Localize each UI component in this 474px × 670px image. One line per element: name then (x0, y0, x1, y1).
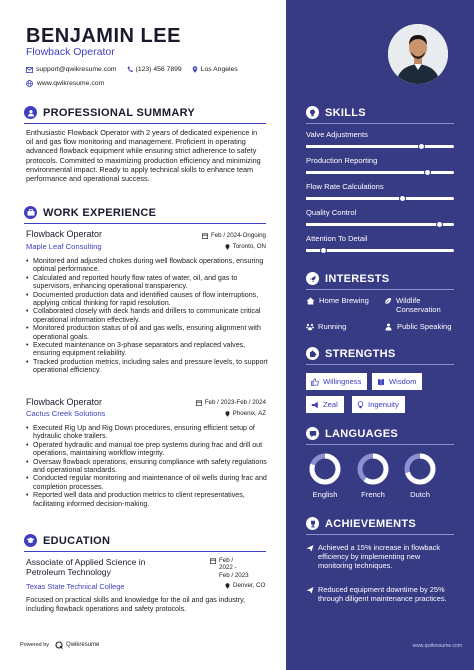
education-heading (24, 534, 110, 547)
job-bullets (26, 257, 268, 375)
list-item: • Conducted regular monitoring and maintenance of oil wells during frac and completion processes. (26, 474, 268, 491)
megaphone-icon (311, 401, 319, 409)
skill-label: Attention To Detail (306, 234, 368, 243)
phone-icon (127, 66, 133, 73)
pin-icon (225, 244, 230, 250)
thumbs-up-icon (311, 378, 319, 386)
public-speaking-icon (384, 323, 393, 331)
contact-email[interactable] (26, 66, 117, 73)
achievement-item: Achieved a 15% increase in flowback efficiency by implementing new monitoring techniques. (306, 543, 456, 570)
pin-icon (225, 411, 230, 417)
running-icon (306, 323, 314, 331)
education-date: Feb / 2022 - Feb / 2023 (210, 557, 249, 579)
list-item: • Reported well data and production metrics to client representatives, facilitating informed decision-making. (26, 491, 268, 508)
email-icon (26, 67, 33, 73)
skill-bar (306, 171, 454, 174)
list-item: • Calculated and reported hourly flow rates of water, oil, and gas to supervisors, enhancing operational transparency. (26, 274, 268, 291)
list-item: • Operated hydraulic and manual toe prep systems during frac and drill out operations, maintaining workflow integrity. (26, 441, 268, 458)
education-location: Denver, CO (225, 582, 265, 589)
book-icon (377, 378, 385, 386)
summary-divider (24, 123, 266, 124)
contact-location (192, 66, 238, 73)
job-company: Cactus Creek Solutions (26, 409, 106, 418)
skill-label: Quality Control (306, 208, 357, 217)
globe-icon (26, 80, 33, 87)
language-label: English (312, 490, 338, 499)
language-item (356, 453, 390, 499)
language-level-ring (357, 453, 389, 485)
qwikresume-q-icon (55, 641, 63, 649)
experience-divider (24, 223, 266, 224)
list-item: • Executed Rig Up and Rig Down procedures, ensuring efficient setup of hydraulic choke trailers. (26, 424, 268, 441)
profile-photo (388, 24, 448, 84)
skill-level-knob (399, 195, 406, 202)
language-item (308, 453, 342, 499)
skill-label: Production Reporting (306, 156, 378, 165)
job-date: Feb / 2023-Feb / 2024 (196, 399, 266, 406)
education-title: EDUCATION (43, 534, 111, 547)
candidate-role: Flowback Operator (26, 46, 115, 58)
skill-bar (306, 197, 454, 200)
skill-bar-fill (306, 145, 421, 148)
list-item: • Tracked production metrics, including sales and pressure levels, to support operational efficiency. (26, 358, 268, 375)
interests-title: INTERESTS (325, 272, 390, 285)
calendar-icon (210, 558, 216, 564)
job-location: Phoenix, AZ (225, 410, 266, 417)
calendar-icon (202, 233, 208, 239)
interest-item-public-speaking: Public Speaking (384, 322, 451, 331)
plane-icon (306, 586, 314, 594)
contact-phone[interactable] (127, 66, 182, 73)
skills-title: SKILLS (325, 106, 366, 119)
job-title: Flowback Operator (26, 229, 103, 239)
language-level-ring (404, 453, 436, 485)
skill-bar-fill (306, 223, 439, 226)
job-date: Feb / 2024-Ongoing (202, 232, 266, 239)
strength-wisdom: Wisdom (372, 373, 422, 390)
skill-bar (306, 249, 454, 252)
trophy-icon (306, 517, 319, 530)
interests-divider (306, 289, 454, 290)
interest-item-home-brewing: Home Brewing (306, 296, 369, 305)
graduation-cap-icon (24, 534, 37, 547)
skill-bar-fill (306, 171, 427, 174)
contact-line (26, 66, 248, 73)
skill-level-knob (424, 169, 431, 176)
language-level-ring (309, 453, 341, 485)
interest-item-wildlife: Wildlife Conservation (384, 296, 456, 314)
list-item: • Collaborated closely with deck hands and drillers to communicate critical operational information effectively. (26, 307, 268, 324)
list-item: • Oversaw flowback operations, ensuring compliance with safety regulations and operational standards. (26, 458, 268, 475)
education-school: Texas State Technical College (26, 582, 125, 591)
list-item: • Executed maintenance on 3-phase separators and replaced valves, ensuring equipment reliability. (26, 341, 268, 358)
rocket-icon (306, 272, 319, 285)
puzzle-icon (306, 347, 319, 360)
location-pin-icon (192, 66, 198, 73)
job-company: Maple Leaf Consulting (26, 242, 102, 251)
education-divider (24, 551, 266, 552)
phone-text: (123) 456 7899 (135, 66, 182, 73)
job-title: Flowback Operator (26, 397, 103, 407)
language-label: Dutch (410, 490, 430, 499)
skill-bar (306, 145, 454, 148)
experience-heading (24, 206, 156, 219)
contact-website[interactable] (26, 80, 104, 87)
home-brewing-icon (306, 297, 315, 305)
interest-item-running: Running (306, 322, 346, 331)
website-text: www.qwikresume.com (37, 80, 105, 87)
skill-bar (306, 223, 454, 226)
email-text: support@qwikresume.com (36, 66, 117, 73)
strength-willingness: Willingness (306, 373, 367, 390)
lightbulb-icon (357, 401, 364, 409)
skill-bar-fill (306, 197, 402, 200)
achievement-item: Reduced equipment downtime by 25% through diligent maintenance practices. (306, 585, 456, 603)
strengths-title: STRENGTHS (325, 347, 396, 360)
summary-icon (24, 106, 37, 119)
strength-zeal: Zeal (306, 396, 344, 413)
skill-level-knob (320, 247, 327, 254)
lightbulb-icon (306, 106, 319, 119)
strength-ingenuity: Ingenuity (352, 396, 405, 413)
summary-text: Enthusiastic Flowback Operator with 2 years of dedicated experience in oil and gas flow monitoring and management. Proficient in operating advanced flowback equipment while ensuring strict adherence to safety protocols. Committed to maximizing production efficiency and minimizing environmental impact. Ready to apply technical skills to enhance team performance and operational success. (26, 128, 261, 184)
education-degree: Associate of Applied Science in Petroleum Technology (26, 557, 146, 577)
skills-heading (306, 106, 366, 119)
language-item (403, 453, 437, 499)
summary-heading (24, 106, 195, 119)
wildlife-conservation-icon (384, 297, 392, 305)
list-item: • Monitored production status of oil and gas wells, ensuring alignment with operational goals. (26, 324, 268, 341)
achievements-divider (306, 534, 454, 535)
pin-icon (225, 583, 230, 589)
languages-divider (306, 444, 454, 445)
briefcase-icon (24, 206, 37, 219)
job-location: Toronto, ON (225, 243, 266, 250)
skill-level-knob (436, 221, 443, 228)
languages-title: LANGUAGES (325, 427, 398, 440)
plane-icon (306, 544, 314, 552)
achievements-title: ACHIEVEMENTS (325, 517, 416, 530)
achievements-heading (306, 517, 416, 530)
interests-heading (306, 272, 389, 285)
location-text: Los Angeles (200, 66, 238, 73)
calendar-icon (196, 400, 202, 406)
job-bullets (26, 424, 268, 508)
strengths-heading (306, 347, 396, 360)
education-description: Focused on practical skills and knowledge for the oil and gas industry, including flowback operations and safety protocols. (26, 596, 246, 613)
summary-title: PROFESSIONAL SUMMARY (43, 106, 196, 119)
skill-label: Valve Adjustments (306, 130, 368, 139)
language-label: French (361, 490, 385, 499)
list-item: • Documented production data and identified causes of flow interruptions, applying critical thinking for rapid resolution. (26, 291, 268, 308)
languages-heading (306, 427, 398, 440)
experience-title: WORK EXPERIENCE (43, 206, 157, 219)
list-item: • Monitored and adjusted chokes during well flowback operations, ensuring optimal performance. (26, 257, 268, 274)
skill-label: Flow Rate Calculations (306, 182, 384, 191)
skill-level-knob (418, 143, 425, 150)
translate-icon (306, 427, 319, 440)
candidate-name: BENJAMIN LEE (26, 25, 181, 47)
qwikresume-logo[interactable]: Qwikresume (55, 641, 99, 649)
sidebar (286, 0, 474, 670)
skills-divider (306, 123, 454, 124)
footer-website: www.qwikresume.com (412, 643, 462, 649)
strengths-divider (306, 364, 454, 365)
powered-by: Powered by Qwikresume (20, 642, 100, 648)
